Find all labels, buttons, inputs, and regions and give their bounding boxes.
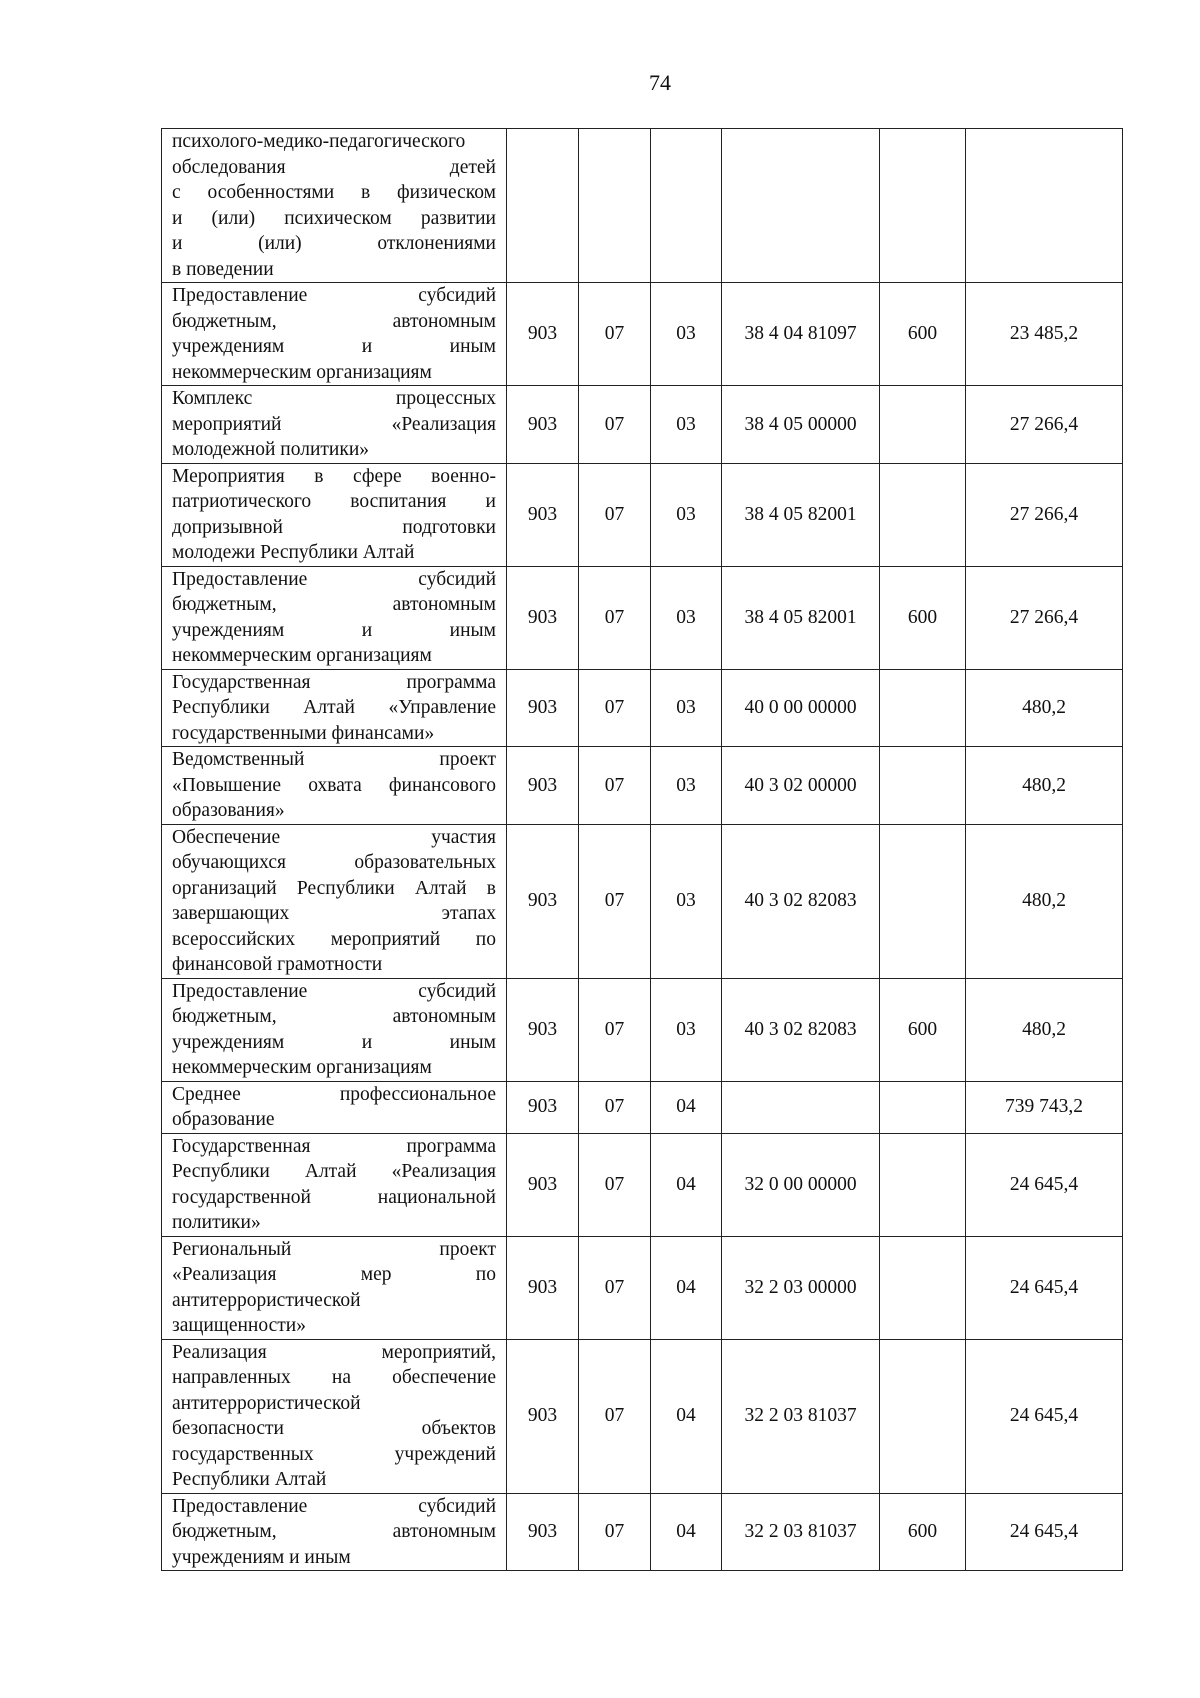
cell-gr: 903 — [507, 1081, 579, 1133]
cell-sum: 24 645,4 — [966, 1339, 1123, 1493]
cell-rz: 07 — [579, 1339, 651, 1493]
cell-vr — [880, 1133, 966, 1236]
cell-sum: 480,2 — [966, 824, 1123, 978]
cell-name-line: завершающих этапах — [172, 903, 496, 924]
cell-vr — [880, 669, 966, 747]
cell-name-line: в поведении — [172, 258, 274, 280]
cell-name — [162, 283, 507, 386]
cell-name-line: Мероприятия в сфере военно- — [172, 465, 496, 487]
table-row — [162, 1339, 1123, 1493]
cell-gr: 903 — [507, 1493, 579, 1571]
cell-name-line: учреждениям и иным — [172, 336, 496, 357]
cell-gr: 903 — [507, 824, 579, 978]
cell-gr: 903 — [507, 566, 579, 669]
cell-gr: 903 — [507, 463, 579, 566]
cell-vr — [880, 1081, 966, 1133]
cell-vr — [880, 747, 966, 825]
cell-name-line: учреждениям и иным — [172, 1031, 496, 1053]
cell-rz: 07 — [579, 1081, 651, 1133]
budget-table — [161, 128, 1123, 1571]
cell-name-line: образование — [172, 1109, 275, 1130]
cell-name-line: Обеспечение участия — [172, 826, 496, 848]
cell-name-line: организаций Республики Алтай в — [172, 877, 496, 899]
cell-pr: 04 — [651, 1133, 722, 1236]
cell-name-line: антитеррористической — [172, 1392, 361, 1414]
cell-name-line: Республики Алтай — [172, 1469, 327, 1490]
cell-sum: 739 743,2 — [966, 1081, 1123, 1133]
table-row — [162, 1133, 1123, 1236]
cell-name — [162, 669, 507, 747]
cell-name-line: некоммерческим организациям — [172, 645, 432, 666]
cell-name-line: политики» — [172, 1212, 261, 1233]
cell-rz: 07 — [579, 1493, 651, 1571]
cell-pr: 03 — [651, 566, 722, 669]
cell-name-line: Предоставление субсидий — [172, 1495, 496, 1517]
cell-name-line: Среднее профессиональное — [172, 1083, 496, 1105]
cell-pr: 03 — [651, 283, 722, 386]
cell-pr — [651, 129, 722, 283]
cell-vr — [880, 1236, 966, 1339]
cell-name-line: учреждениям и иным — [172, 619, 496, 641]
cell-sum: 24 645,4 — [966, 1133, 1123, 1236]
cell-sum: 24 645,4 — [966, 1236, 1123, 1339]
cell-csr: 40 3 02 82083 — [722, 824, 880, 978]
cell-rz: 07 — [579, 747, 651, 825]
cell-name-line: Комплекс процессных — [172, 388, 496, 409]
cell-name-line: Республики Алтай «Реализация — [172, 1161, 496, 1182]
cell-rz: 07 — [579, 566, 651, 669]
cell-name-line: некоммерческим организациям — [172, 1057, 432, 1078]
cell-rz: 07 — [579, 978, 651, 1081]
cell-name-line: Реализация мероприятий, — [172, 1341, 496, 1363]
cell-csr: 32 2 03 81037 — [722, 1493, 880, 1571]
cell-sum: 27 266,4 — [966, 463, 1123, 566]
cell-gr: 903 — [507, 283, 579, 386]
cell-pr: 04 — [651, 1493, 722, 1571]
cell-name-line: обучающихся образовательных — [172, 852, 496, 873]
cell-name-line: бюджетным, автономным — [172, 1006, 496, 1027]
cell-name-line: Предоставление субсидий — [172, 285, 496, 306]
table-row — [162, 1236, 1123, 1339]
cell-sum: 480,2 — [966, 747, 1123, 825]
cell-rz: 07 — [579, 1133, 651, 1236]
cell-csr: 32 2 03 81037 — [722, 1339, 880, 1493]
table-row — [162, 669, 1123, 747]
cell-name-line: бюджетным, автономным — [172, 310, 496, 332]
cell-vr: 600 — [880, 978, 966, 1081]
cell-vr — [880, 824, 966, 978]
cell-csr: 40 0 00 00000 — [722, 669, 880, 747]
cell-name-line: патриотического воспитания и — [172, 491, 496, 512]
cell-sum: 27 266,4 — [966, 386, 1123, 464]
cell-name-line: безопасности объектов — [172, 1418, 496, 1439]
cell-name-line: государственных учреждений — [172, 1443, 496, 1465]
cell-pr: 03 — [651, 824, 722, 978]
cell-name — [162, 1133, 507, 1236]
cell-pr: 03 — [651, 463, 722, 566]
cell-name — [162, 1339, 507, 1493]
cell-name-line: Предоставление субсидий — [172, 980, 496, 1002]
cell-rz: 07 — [579, 824, 651, 978]
page-number: 74 — [649, 70, 671, 95]
cell-name — [162, 1081, 507, 1133]
cell-sum: 480,2 — [966, 669, 1123, 747]
cell-name-line: учреждениям и иным — [172, 1546, 351, 1568]
cell-name — [162, 978, 507, 1081]
cell-pr: 04 — [651, 1339, 722, 1493]
cell-name-line: обследования детей — [172, 156, 496, 178]
table-row — [162, 566, 1123, 669]
cell-csr: 38 4 05 00000 — [722, 386, 880, 464]
cell-gr: 903 — [507, 1133, 579, 1236]
cell-gr: 903 — [507, 1339, 579, 1493]
cell-name-line: направленных на обеспечение — [172, 1367, 496, 1388]
cell-pr: 03 — [651, 386, 722, 464]
cell-name-line: допризывной подготовки — [172, 516, 496, 538]
cell-name-line: молодежной политики» — [172, 439, 370, 460]
cell-name-line: всероссийских мероприятий по — [172, 928, 496, 950]
cell-vr — [880, 129, 966, 283]
cell-vr: 600 — [880, 283, 966, 386]
cell-name — [162, 824, 507, 978]
cell-gr: 903 — [507, 669, 579, 747]
cell-name-line: Государственная программа — [172, 1135, 496, 1157]
table-row — [162, 386, 1123, 464]
cell-name-line: молодежи Республики Алтай — [172, 542, 415, 563]
cell-name-line: «Повышение охвата финансового — [172, 774, 496, 796]
cell-rz: 07 — [579, 463, 651, 566]
cell-rz: 07 — [579, 386, 651, 464]
table-row — [162, 747, 1123, 825]
cell-sum: 27 266,4 — [966, 566, 1123, 669]
cell-csr: 32 2 03 00000 — [722, 1236, 880, 1339]
cell-name-line: финансовой грамотности — [172, 954, 383, 975]
cell-name-line: образования» — [172, 800, 285, 821]
cell-rz: 07 — [579, 283, 651, 386]
cell-vr — [880, 463, 966, 566]
cell-csr: 38 4 05 82001 — [722, 463, 880, 566]
table-row — [162, 129, 1123, 283]
cell-gr: 903 — [507, 978, 579, 1081]
cell-rz: 07 — [579, 669, 651, 747]
cell-csr: 32 0 00 00000 — [722, 1133, 880, 1236]
cell-name-line: и (или) психическом развитии — [172, 207, 496, 229]
cell-gr: 903 — [507, 1236, 579, 1339]
cell-name-line: государственными финансами» — [172, 722, 435, 744]
cell-pr: 04 — [651, 1081, 722, 1133]
cell-sum — [966, 129, 1123, 283]
cell-pr: 03 — [651, 978, 722, 1081]
cell-pr: 03 — [651, 669, 722, 747]
cell-gr — [507, 129, 579, 283]
cell-name-line: государственной национальной — [172, 1186, 496, 1208]
cell-name — [162, 386, 507, 464]
cell-name-line: психолого-медико-педагогического — [172, 131, 466, 152]
cell-vr: 600 — [880, 1493, 966, 1571]
cell-csr: 40 3 02 82083 — [722, 978, 880, 1081]
cell-name — [162, 1493, 507, 1571]
cell-rz — [579, 129, 651, 283]
cell-name — [162, 566, 507, 669]
cell-csr — [722, 1081, 880, 1133]
cell-name-line: Республики Алтай «Управление — [172, 697, 496, 718]
cell-vr — [880, 1339, 966, 1493]
cell-sum: 24 645,4 — [966, 1493, 1123, 1571]
cell-name-line: Ведомственный проект — [172, 749, 496, 770]
table-row — [162, 824, 1123, 978]
table-row — [162, 978, 1123, 1081]
cell-name-line: мероприятий «Реализация — [172, 413, 496, 435]
cell-name — [162, 129, 507, 283]
cell-name — [162, 463, 507, 566]
cell-pr: 03 — [651, 747, 722, 825]
cell-name-line: Государственная программа — [172, 671, 496, 693]
cell-csr — [722, 129, 880, 283]
cell-csr: 38 4 05 82001 — [722, 566, 880, 669]
cell-name-line: и (или) отклонениями — [172, 233, 496, 254]
cell-vr: 600 — [880, 566, 966, 669]
cell-name-line: бюджетным, автономным — [172, 594, 496, 615]
cell-csr: 38 4 04 81097 — [722, 283, 880, 386]
cell-sum: 23 485,2 — [966, 283, 1123, 386]
cell-vr — [880, 386, 966, 464]
table-row — [162, 1081, 1123, 1133]
cell-gr: 903 — [507, 386, 579, 464]
cell-gr: 903 — [507, 747, 579, 825]
cell-name-line: защищенности» — [172, 1315, 306, 1336]
table-body — [162, 129, 1123, 1571]
cell-name-line: «Реализация мер по — [172, 1264, 496, 1285]
cell-csr: 40 3 02 00000 — [722, 747, 880, 825]
cell-name-line: некоммерческим организациям — [172, 361, 432, 383]
cell-rz: 07 — [579, 1236, 651, 1339]
cell-pr: 04 — [651, 1236, 722, 1339]
cell-sum: 480,2 — [966, 978, 1123, 1081]
table-row — [162, 283, 1123, 386]
cell-name-line: бюджетным, автономным — [172, 1521, 496, 1542]
table-row — [162, 463, 1123, 566]
cell-name — [162, 1236, 507, 1339]
cell-name-line: антитеррористической — [172, 1289, 361, 1311]
cell-name — [162, 747, 507, 825]
cell-name-line: Региональный проект — [172, 1238, 496, 1260]
table-row — [162, 1493, 1123, 1571]
cell-name-line: с особенностями в физическом — [172, 182, 496, 203]
cell-name-line: Предоставление субсидий — [172, 568, 496, 590]
